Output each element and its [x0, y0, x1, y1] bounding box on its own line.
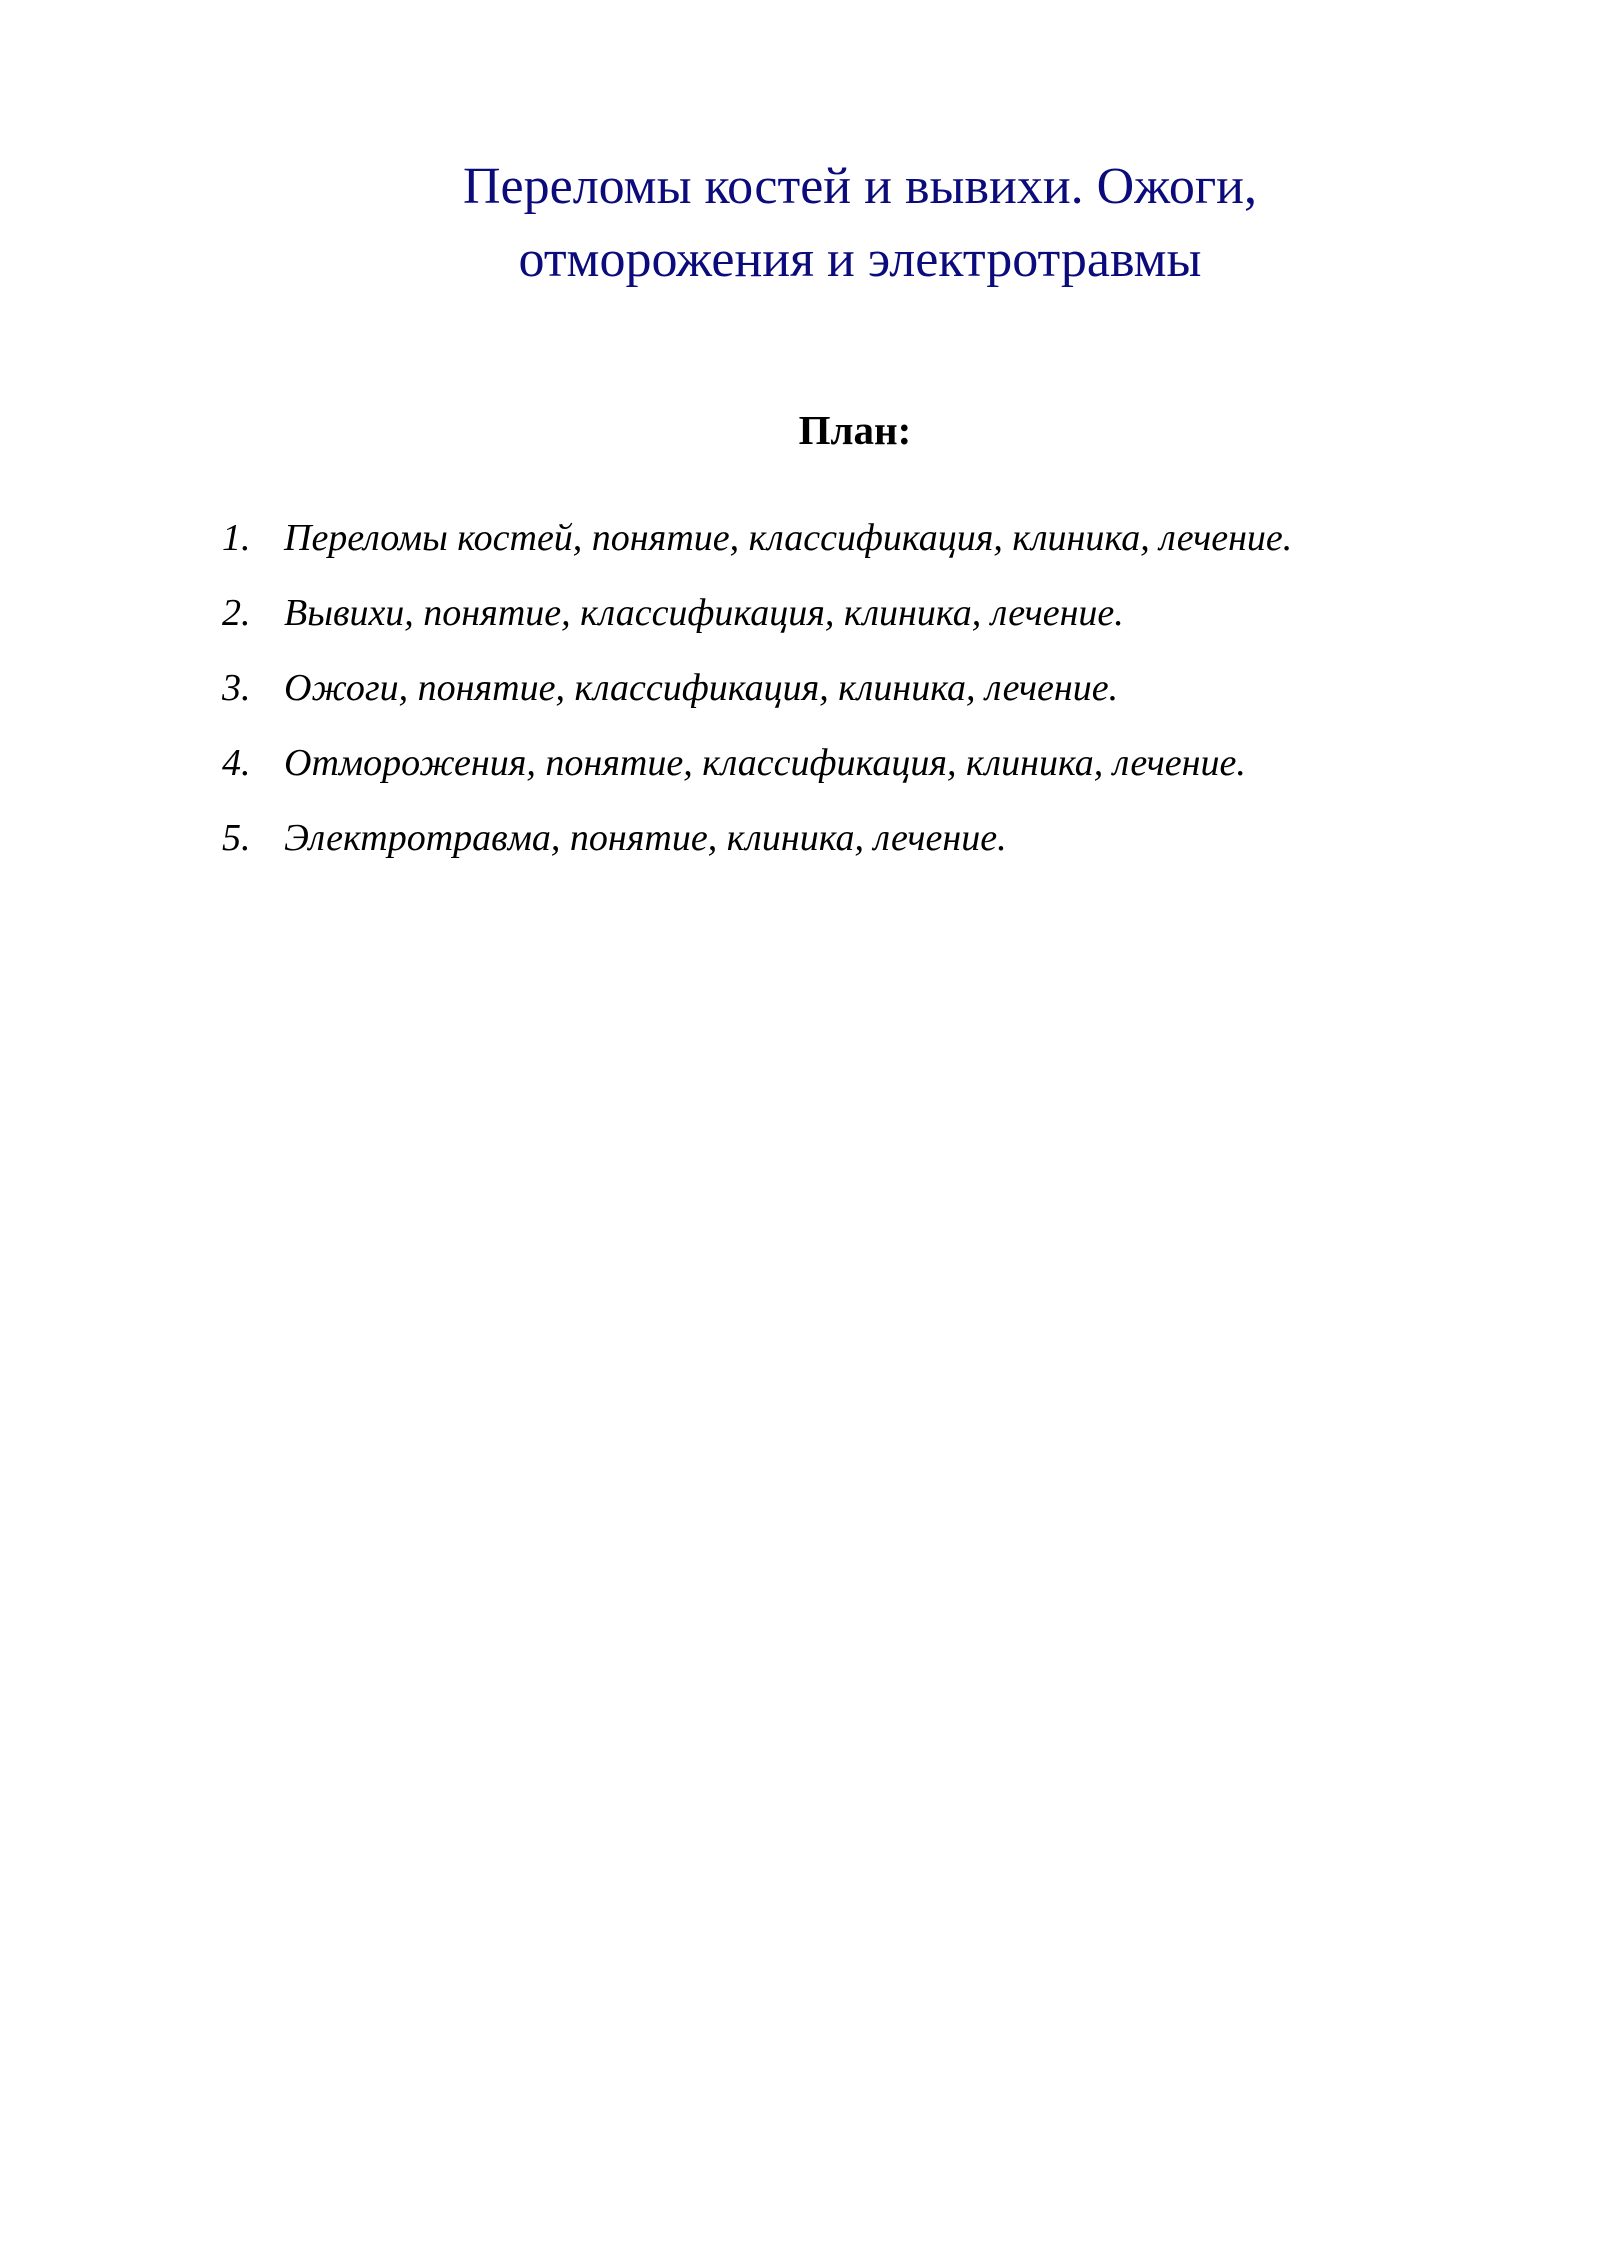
title-line-2: отморожения и электротравмы: [518, 231, 1202, 288]
plan-item-number: 5.: [222, 817, 251, 859]
plan-item-number: 4.: [222, 742, 251, 784]
plan-item-5: [222, 808, 1502, 883]
plan-item-number: 1.: [222, 517, 251, 559]
plan-item-text: Отморожения, понятие, классификация, клиника, лечение.: [284, 742, 1246, 784]
plan-item-number: 3.: [222, 667, 251, 709]
plan-item-text: Вывихи, понятие, классификация, клиника, лечение.: [284, 592, 1124, 634]
document-title: [400, 150, 1320, 296]
plan-item-2: [222, 583, 1502, 658]
plan-item-4: [222, 733, 1502, 808]
plan-heading: План:: [798, 407, 912, 453]
plan-item-text: Электротравма, понятие, клиника, лечение.: [284, 817, 1007, 859]
plan-item-number: 2.: [222, 592, 251, 634]
plan-item-text: Переломы костей, понятие, классификация, клиника, лечение.: [284, 517, 1293, 559]
plan-item-text: Ожоги, понятие, классификация, клиника, лечение.: [284, 667, 1119, 709]
title-line-1: Переломы костей и вывихи. Ожоги,: [462, 158, 1257, 215]
plan-item-3: [222, 658, 1502, 733]
plan-item-1: [222, 508, 1502, 583]
plan-list: [222, 508, 1502, 883]
